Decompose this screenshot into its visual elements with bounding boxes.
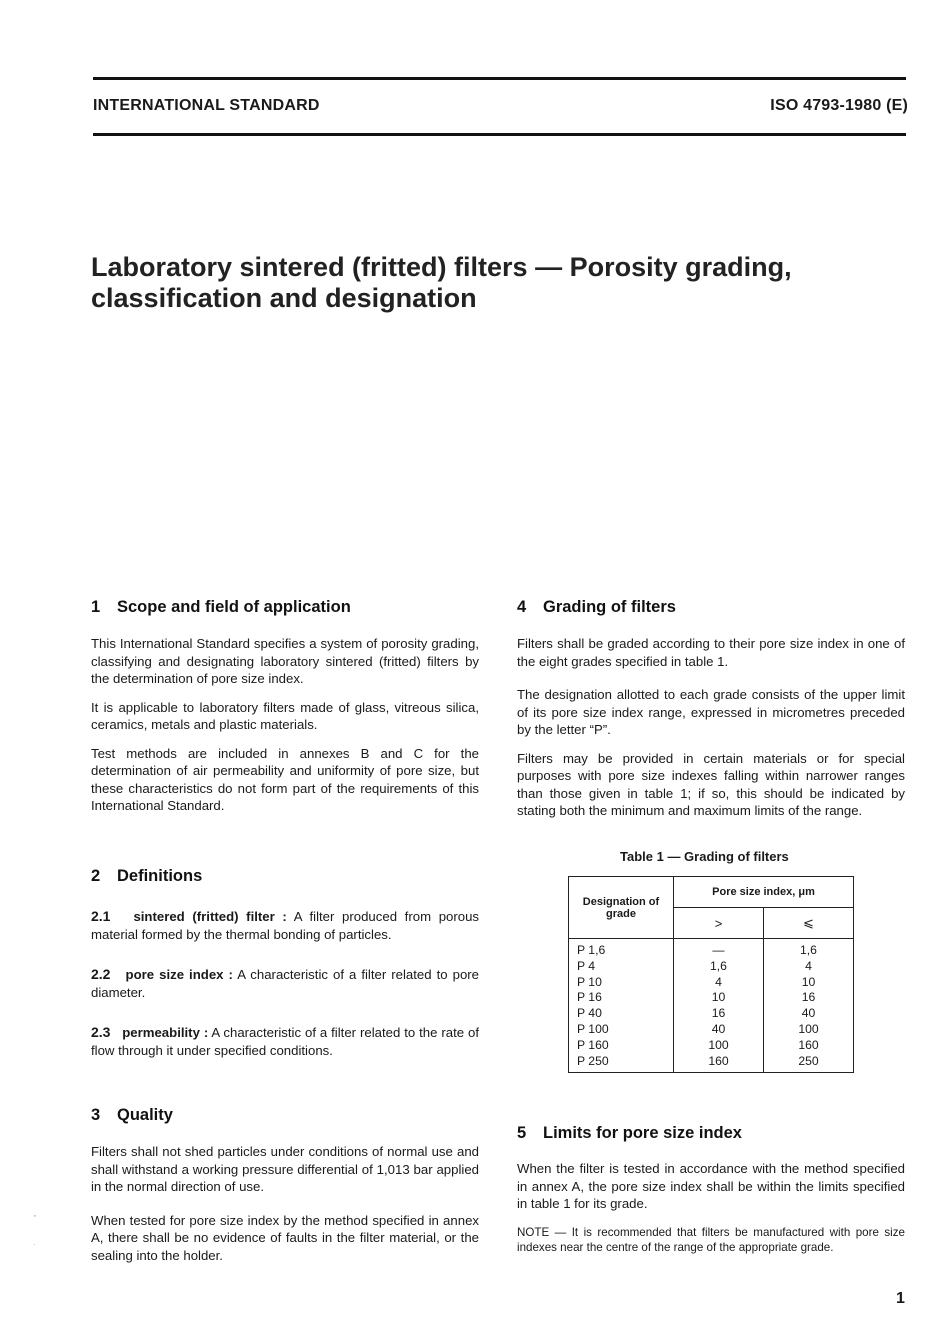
section-5-note: NOTE — It is recommended that filters be manufactured with pore size indexes near the centre of the range of the appropriate grade. [517, 1225, 905, 1254]
section-3-paragraph-1: Filters shall not shed particles under conditions of normal use and shall withstand a working pressure differential of 1,013 bar applied in the normal direction of use. [91, 1144, 479, 1194]
section-4 [517, 598, 905, 820]
at-most-cell: 10 [764, 975, 854, 991]
table-row [569, 939, 854, 959]
table-1-body [569, 939, 854, 1073]
title-line-1: Laboratory sintered (fritted) filters — Porosity grading, [91, 252, 792, 282]
table-1-grading [568, 876, 854, 1073]
section-1-heading: 1 Scope and field of application [91, 598, 351, 616]
table-row [569, 1022, 854, 1038]
designation-cell: P 10 [569, 975, 674, 991]
designation-cell: P 40 [569, 1006, 674, 1022]
col-designation-header: Designation of grade [569, 877, 674, 939]
scan-speck-2: · [33, 1240, 36, 1249]
designation-cell: P 160 [569, 1038, 674, 1054]
section-1-paragraph-1: This International Standard specifies a system of porosity grading, classifying and designating laboratory sintered (fritted) filters by the determination of pore size index. [91, 636, 479, 686]
section-3-paragraph-2: When tested for pore size index by the method specified in annex A, there shall be no evidence of faults in the filter material, or the sealing into the holder. [91, 1212, 479, 1263]
page-number: 1 [896, 1290, 905, 1307]
greater-than-cell: 16 [674, 1006, 764, 1022]
greater-than-cell: 4 [674, 975, 764, 991]
at-most-cell: 250 [764, 1054, 854, 1073]
section-5-heading: 5 Limits for pore size index [517, 1124, 742, 1142]
definition-2-3: 2.3 permeability : A characteristic of a filter related to the rate of flow through it under specified conditions. [91, 1024, 479, 1058]
table-row [569, 1054, 854, 1073]
table-1-caption: Table 1 — Grading of filters [620, 849, 789, 864]
greater-than-cell: 1,6 [674, 959, 764, 975]
designation-cell: P 250 [569, 1054, 674, 1073]
header-standard-type: INTERNATIONAL STANDARD [93, 97, 320, 114]
section-4-paragraph-1: Filters shall be graded according to their pore size index in one of the eight grades specified in table 1. [517, 636, 905, 669]
table-row [569, 990, 854, 1006]
definition-2-1: 2.1 sintered (fritted) filter : A filter produced from porous material formed by the thermal bonding of particles. [91, 908, 480, 942]
scan-speck: · [33, 1210, 37, 1222]
table-row [569, 1006, 854, 1022]
col-pore-size-header: Pore size index, μm [674, 877, 854, 908]
section-1 [91, 598, 479, 815]
greater-than-cell: 160 [674, 1054, 764, 1073]
section-5 [517, 1124, 905, 1255]
at-most-cell: 160 [764, 1038, 854, 1054]
greater-than-cell: 40 [674, 1022, 764, 1038]
section-4-heading: 4 Grading of filters [517, 598, 676, 616]
at-most-cell: 100 [764, 1022, 854, 1038]
designation-cell: P 100 [569, 1022, 674, 1038]
greater-than-cell: — [674, 939, 764, 959]
designation-cell: P 16 [569, 990, 674, 1006]
col-at-most-header: ⩽ [764, 908, 854, 939]
section-4-paragraph-2: The designation allotted to each grade consists of the upper limit of its pore size index range, expressed in micrometres preceded by the letter “P”. [517, 687, 905, 737]
at-most-cell: 1,6 [764, 939, 854, 959]
document-title [91, 252, 891, 314]
section-2 [91, 867, 479, 1059]
at-most-cell: 4 [764, 959, 854, 975]
designation-cell: P 4 [569, 959, 674, 975]
section-1-paragraph-3: Test methods are included in annexes B and C for the determination of air permeability and uniformity of pore size, but these characteristics do not form part of the requirements of this International Standard. [91, 745, 479, 813]
table-row [569, 959, 854, 975]
section-5-paragraph-1: When the filter is tested in accordance with the method specified in annex A, the pore size index shall be within the limits specified in table 1 for its grade. [517, 1161, 905, 1211]
header-document-id: ISO 4793-1980 (E) [770, 97, 908, 114]
greater-than-cell: 100 [674, 1038, 764, 1054]
title-line-2: classification and designation [91, 283, 477, 313]
at-most-cell: 16 [764, 990, 854, 1006]
col-greater-than-header: > [674, 908, 764, 939]
table-row [569, 975, 854, 991]
section-3 [91, 1106, 479, 1264]
header-top-rule [93, 77, 906, 80]
section-1-paragraph-2: It is applicable to laboratory filters made of glass, vitreous silica, ceramics, metals and plastic materials. [91, 699, 479, 732]
definition-2-2: 2.2 pore size index : A characteristic of a filter related to pore diameter. [91, 966, 480, 1000]
table-row [569, 1038, 854, 1054]
at-most-cell: 40 [764, 1006, 854, 1022]
section-2-heading: 2 Definitions [91, 867, 203, 885]
header-bottom-rule [93, 133, 906, 136]
section-3-heading: 3 Quality [91, 1106, 173, 1124]
designation-cell: P 1,6 [569, 939, 674, 959]
section-4-paragraph-3: Filters may be provided in certain materials or for special purposes with pore size indexes falling within narrower ranges than those given in table 1; if so, this should be indicated by stating both the minimum and maximum limits of the range. [517, 750, 905, 818]
greater-than-cell: 10 [674, 990, 764, 1006]
